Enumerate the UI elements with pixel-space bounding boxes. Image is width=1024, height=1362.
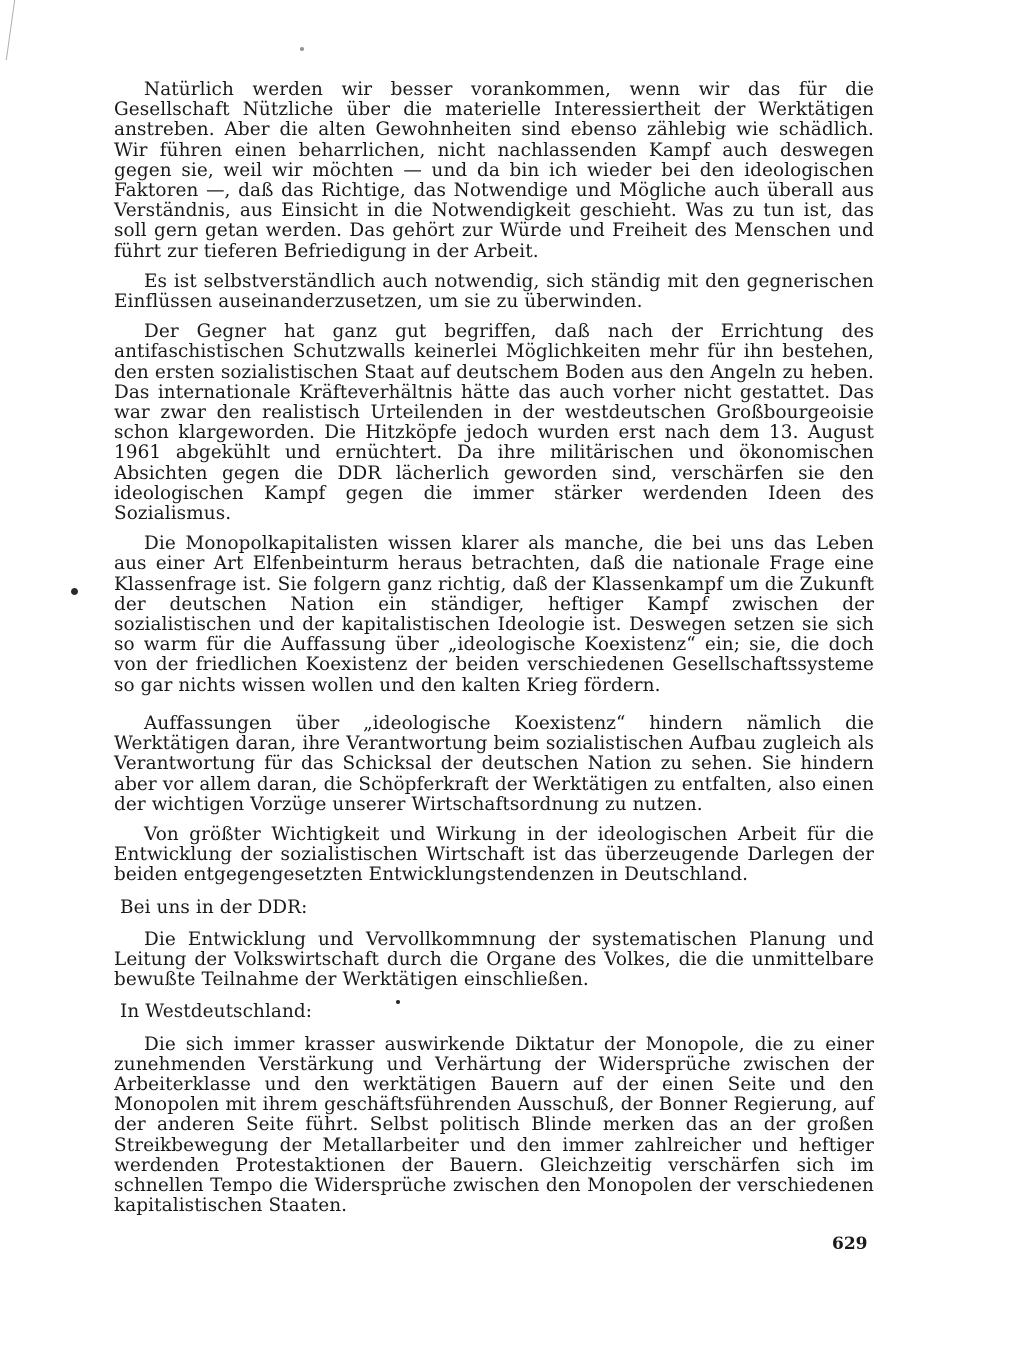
page-body <box>114 80 874 1226</box>
paragraph-ddr: Die Entwicklung und Vervollkommnung der systematischen Planung und Leitung der Volkswirtschaft durch die Organe des Volkes, die die unmittelbare bewußte Teilnahme der Werktätigen einschließen. <box>114 928 874 991</box>
ink-speck <box>300 47 304 51</box>
section-label-ddr: Bei uns in der DDR: <box>120 896 308 918</box>
page-number: 629 <box>832 1234 868 1254</box>
paragraph-1: Natürlich werden wir besser vorankommen, wenn wir das für die Gesellschaft Nützliche über die materielle Interessiertheit der Werktätigen anstreben. Aber die alten Gewohnheiten sind ebenso zählebig wie schädlich. Wir führen einen beharrlichen, nicht nachlassenden Kampf auch deswegen gegen sie, weil wir möchten — und da bin ich wieder bei den ideologischen Faktoren —, daß das Richtige, das Notwendige und Mögliche auch überall aus Verständnis, aus Einsicht in die Notwendigkeit geschieht. Was zu tun ist, das soll gern getan werden. Das gehört zur Würde und Freiheit des Menschen und führt zur tieferen Befriedigung in der Arbeit. <box>114 79 874 262</box>
paragraph-2: Es ist selbstverständlich auch notwendig, sich ständig mit den gegnerischen Einflüssen auseinanderzusetzen, um sie zu überwinden. <box>114 270 874 313</box>
paragraph-6: Von größter Wichtigkeit und Wirkung in der ideologischen Arbeit für die Entwicklung der sozialistischen Wirtschaft ist das überzeugende Darlegen der beiden entgegengesetzten Entwicklungstendenzen in Deutschland. <box>114 823 874 886</box>
section-label-westdeutschland: In Westdeutschland: <box>120 1001 313 1023</box>
ink-speck <box>71 588 78 595</box>
paragraph-westdeutschland: Die sich immer krasser auswirkende Diktatur der Monopole, die zu einer zunehmenden Verstärkung und Verhärtung der Widersprüche zwischen der Arbeiterklasse und den werktätigen Bauern auf der einen Seite und den Monopolen mit ihrem geschäftsführenden Ausschuß, der Bonner Regierung, auf der anderen Seite führt. Selbst politisch Blinde merken das an der großen Streikbewegung der Metallarbeiter und den immer zahlreicher und heftiger werdenden Protestaktionen der Bauern. Gleichzeitig verschärfen sich im schnellen Tempo die Widersprüche zwischen den Monopolen der verschiedenen kapitalistischen Staaten. <box>114 1033 874 1217</box>
paragraph-5: Auffassungen über „ideologische Koexistenz“ hindern nämlich die Werktätigen daran, ihre Verantwortung beim sozialistischen Aufbau zugleich als Verantwortung für das Schicksal der deutschen Nation zu sehen. Sie hindern aber vor allem daran, die Schöpferkraft der Werktätigen zu entfalten, also einen der wichtigen Vorzüge unserer Wirtschaftsordnung zu nutzen. <box>114 712 874 815</box>
scan-edge-mark <box>6 0 29 60</box>
paragraph-3: Der Gegner hat ganz gut begriffen, daß nach der Errichtung des antifaschistischen Schutzwalls keinerlei Möglichkeiten mehr für ihn bestehen, den ersten sozialistischen Staat auf deutschem Boden aus den Angeln zu heben. Das internationale Kräfteverhältnis hätte das auch vorher nicht gestattet. Das war zwar den realistisch Urteilenden in der westdeutschen Großbourgeoisie schon klargeworden. Die Hitzköpfe jedoch wurden erst nach dem 13. August 1961 abgekühlt und ernüchtert. Da ihre militärischen und ökonomischen Absichten gegen die DDR lächerlich geworden sind, verschärfen sie den ideologischen Kampf gegen die immer stärker werdenden Ideen des Sozialismus. <box>114 321 874 525</box>
paragraph-4: Die Monopolkapitalisten wissen klarer als manche, die bei uns das Leben aus einer Art Elfenbeinturm heraus betrachten, daß die nationale Frage eine Klassenfrage ist. Sie folgern ganz richtig, daß der Klassenkampf um die Zukunft der deutschen Nation ein ständiger, heftiger Kampf zwischen der sozialistischen und der kapitalistischen Ideologie ist. Deswegen setzen sie sich so warm für die Auffassung über „ideologische Koexistenz“ ein; sie, die doch von der friedlichen Koexistenz der beiden verschiedenen Gesellschaftssysteme so gar nichts wissen wollen und den kalten Krieg fördern. <box>114 533 874 696</box>
